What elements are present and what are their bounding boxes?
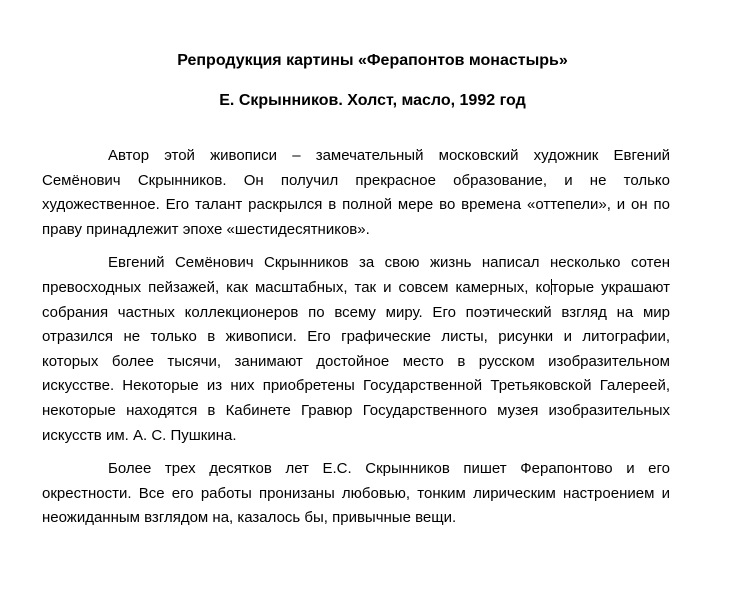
- document-title[interactable]: Репродукция картины «Ферапонтов монастырь»: [177, 52, 568, 69]
- text-line[interactable]: Семёнович Скрынников. Он получил прекрасное образование, и не только: [42, 171, 670, 189]
- text-before-cursor: превосходных пейзажей, как масштабных, так и совсем камерных, ко: [42, 278, 551, 296]
- text-line[interactable]: неожиданным взглядом на, казалось бы, привычные вещи.: [42, 509, 457, 527]
- text-line[interactable]: Более трех десятков лет Е.С. Скрынников пишет Ферапонтово и его: [108, 460, 670, 478]
- paragraph-1[interactable]: [42, 144, 670, 242]
- text-line[interactable]: искусств им. А. С. Пушкина.: [42, 426, 237, 444]
- text-line-with-cursor[interactable]: [42, 276, 670, 301]
- text-line[interactable]: праву принадлежит эпохе «шестидесятников».: [42, 220, 370, 238]
- text-line[interactable]: некоторые находятся в Кабинете Гравюр Государственного музея изобразительных: [42, 401, 670, 419]
- document-subtitle[interactable]: Е. Скрынников. Холст, масло, 1992 год: [219, 92, 526, 109]
- text-line[interactable]: художественное. Его талант раскрылся в полной мере во времена «оттепели», и он по: [42, 196, 670, 214]
- paragraph-3[interactable]: [42, 457, 670, 531]
- text-line[interactable]: Автор этой живописи – замечательный московский художник Евгений: [108, 147, 670, 164]
- text-after-cursor: торые украшают: [551, 278, 670, 296]
- text-line[interactable]: окрестности. Все его работы пронизаны любовью, тонким лирическим настроением и: [42, 484, 670, 502]
- document-body[interactable]: [42, 144, 670, 531]
- text-line[interactable]: искусстве. Некоторые из них приобретены Государственной Третьяковской Галереей,: [42, 377, 670, 395]
- text-line[interactable]: Евгений Семёнович Скрынников за свою жизнь написал несколько сотен: [108, 254, 670, 272]
- paragraph-2[interactable]: [42, 251, 670, 448]
- text-line[interactable]: которых более тысячи, занимают достойное место в русском изобразительном: [42, 352, 670, 370]
- text-line[interactable]: отразился не только в живописи. Его графические листы, рисунки и литографии,: [42, 328, 670, 346]
- text-line[interactable]: собрания частных коллекционеров по всему миру. Его поэтический взгляд на мир: [42, 303, 670, 321]
